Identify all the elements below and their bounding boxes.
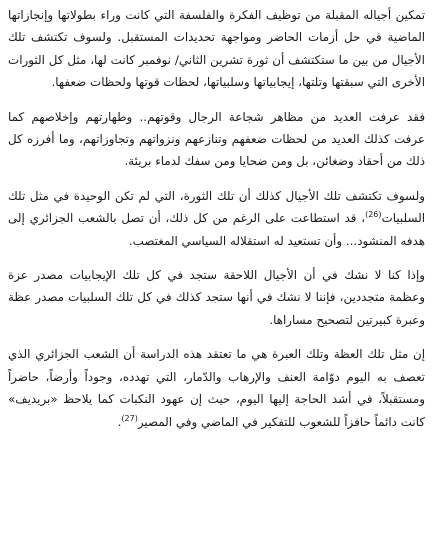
paragraph-3 [8, 185, 425, 252]
paragraph-2 [8, 106, 425, 173]
footnote-ref-27[interactable]: (27) [121, 413, 138, 423]
paragraph-5-text: إن مثل تلك العظة وتلك العبرة هي ما تعتقد هذه الدراسة أن الشعب الجزائري الذي تعصف به اليوم دوّامة العنف والإرهاب والدّمار، التي تهدده، وجوداً وأرضاً، حاضراً ومستقبلاً، في أشد الحاجة إليها اليوم، حيث إن عهود النكبات كما يلاحظ «بريديف» كانت دائماً حافزاً للشعوب للتفكير في الماضي وفي المصير [8, 347, 425, 429]
paragraph-3-tail: ، قد استطاعت على الرغم من كل ذلك، أن تصل بالشعب الجزائري إلى هدفه المنشود... وأن تستعيد له استقلاله السياسي المغتصب. [8, 211, 425, 248]
paragraph-4-text: وإذا كنا لا نشك في أن الأجيال اللاحقة ستجد في كل تلك الإيجابيات مصدر عزة وعظمة متجددين، فإننا لا نشك في أنها ستجد كذلك في كل تلك السلبيات مصدر عظة وعبرة كبيرتين لتصحيح مساراها. [8, 268, 425, 327]
paragraph-5-tail: . [117, 414, 122, 429]
paragraph-1-text: تمكين أجياله المقبلة من توظيف الفكرة والفلسفة التي كانت وراء بطولاتها وإنجازاتها الماضية في حل أزمات الحاضر ومواجهة تحديدات المستقبل. ولسوف تكتشف تلك الأجيال من بين ما ستكتشف أن ثورة تشرين الثاني/ نوفمبر كانت لها، مثل كل الثورات الأخرى التي سبقتها وتلتها، إيجابياتها وسلبياتها، لحظات قوتها ولحظات ضعفها. [8, 8, 425, 90]
paragraph-3-text: ولسوف تكتشف تلك الأجيال كذلك أن تلك الثورة، التي لم تكن الوحيدة في مثل تلك السلبيات [8, 188, 425, 226]
paragraph-4 [8, 264, 425, 331]
paragraph-2-text: فقد عرفت العديد من مظاهر شجاعة الرجال وقوتهم.. وطهارتهم وإخلاصهم كما عرفت كذلك العديد من لحظات ضعفهم وتنازعهم ونزواتهم وتجاوزاتهم، وما أفرزه كل ذلك من أحقاد وضغائن، بل ومن ضحايا ومن سفك لدماء بريئة. [8, 109, 425, 169]
paragraph-5 [8, 343, 425, 433]
paragraph-1 [8, 4, 425, 94]
footnote-ref-26[interactable]: (26) [365, 210, 382, 220]
